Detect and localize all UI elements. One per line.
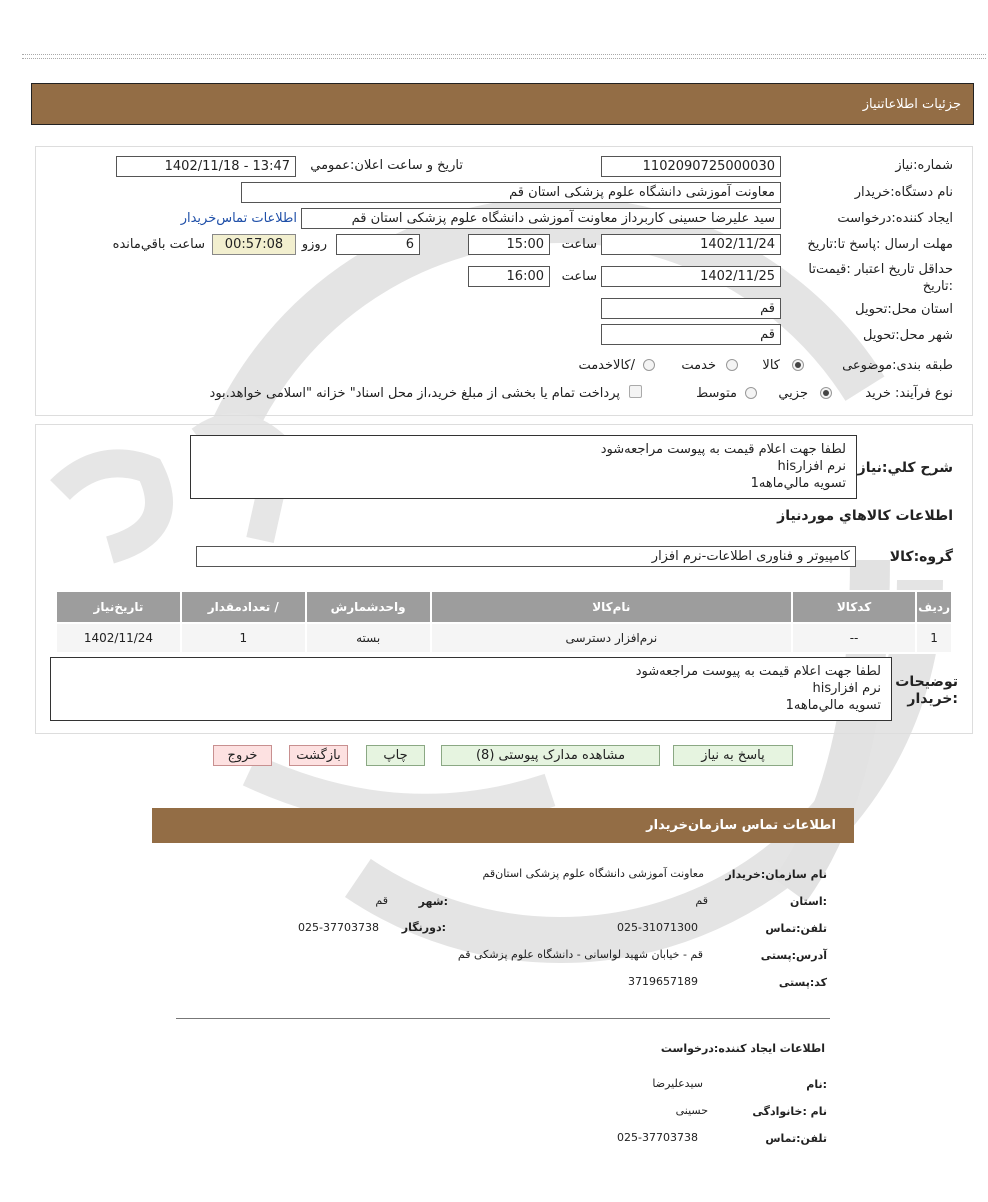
goods-info-heading: اطلاعات کالاهاي موردنياز (777, 508, 953, 524)
back-button[interactable]: بازگشت (289, 745, 348, 766)
fax-label: :دورنگار (401, 921, 446, 934)
creator-phone-label: تلفن:تماس (765, 1132, 827, 1145)
goods-table-header (56, 591, 952, 623)
creator-family-label: نام :خانوادگی (752, 1105, 827, 1118)
page-header (31, 83, 974, 125)
view-documents-button[interactable]: مشاهده مدارک پیوستی (8) (441, 745, 660, 766)
category-service-radio[interactable] (726, 359, 738, 371)
fax-value: 025-37703738 (298, 921, 379, 934)
creator-field: سید علیرضا حسینی کاربرداز معاونت آموزشی دانشگاه علوم پزشکی استان قم (301, 208, 781, 229)
deadline-hour-label: ساعت (561, 237, 597, 252)
contact-province-value: قم (695, 894, 708, 907)
validity-label-2: :تاريخ (922, 279, 953, 294)
item-code: -- (792, 623, 916, 653)
days-field: 6 (336, 234, 420, 255)
creator-label: ايجاد کننده:درخواست (837, 211, 953, 226)
validity-time-field: 16:00 (468, 266, 550, 287)
buyer-notes-line-3: تسويه مالي‌ماهه1 (785, 698, 881, 713)
postal-code-value: 3719657189 (628, 975, 698, 988)
city-label: شهر محل:تحويل (863, 328, 953, 343)
category-both-label: /کالاخدمت (578, 358, 635, 373)
top-separator (22, 54, 986, 59)
need-number-field: 1102090725000030 (601, 156, 781, 177)
contact-city-value: قم (375, 894, 388, 907)
buyer-notes-line-2: نرم افزارhis (812, 681, 881, 696)
description-box (190, 435, 857, 499)
category-goods-radio[interactable] (792, 359, 804, 371)
contact-divider (176, 1018, 830, 1019)
page-title: جزئیات اطلاعاتنیاز (862, 97, 961, 112)
buyer-field: معاونت آموزشی دانشگاه علوم پزشکی استان قم (241, 182, 781, 203)
deadline-date-field: 1402/11/24 (601, 234, 781, 255)
address-value: قم - خیابان شهید لواسانی - دانشگاه علوم پزشکی قم (457, 948, 703, 961)
category-label: طبقه بندی:موضوعی (842, 358, 953, 373)
process-label: نوع فرآيند: خريد (865, 386, 953, 401)
col-date-header: تاريخ‌نياز (56, 591, 181, 623)
treasury-payment-checkbox[interactable] (629, 385, 642, 398)
col-row-header: رديف (916, 591, 952, 623)
contact-phone-value: 025-31071300 (617, 921, 698, 934)
col-code-header: کدکالا (792, 591, 916, 623)
contact-city-label: :شهر (418, 895, 448, 908)
process-minor-label: جزيي (778, 386, 808, 401)
address-label: آدرس:پستی (760, 949, 827, 962)
print-button[interactable]: چاپ (366, 745, 425, 766)
description-line-1: لطفا جهت اعلام قيمت به پيوست مراجعه‌شود (600, 442, 846, 457)
creator-family-value: حسینی (675, 1104, 708, 1117)
item-unit: بسته (306, 623, 431, 653)
description-line-2: نرم افزارhis (777, 459, 846, 474)
item-quantity: 1 (181, 623, 306, 653)
buyer-contact-link[interactable]: اطلاعات تماس‌خريدار (180, 211, 297, 226)
process-minor-radio[interactable] (820, 387, 832, 399)
category-service-label: خدمت (681, 358, 716, 373)
creator-name-value: سیدعلیرضا (652, 1077, 703, 1090)
exit-button[interactable]: خروج (213, 745, 272, 766)
buyer-notes-label-1: توضيحات (895, 674, 958, 690)
description-line-3: تسويه مالي‌ماهه1 (750, 476, 846, 491)
contact-header (152, 808, 854, 843)
buyer-notes-box (50, 657, 892, 721)
table-row (56, 623, 952, 653)
remaining-label: ساعت باقي‌مانده (112, 237, 205, 252)
org-value: معاونت آموزشی دانشگاه علوم پزشکی استان‌قم (482, 867, 704, 880)
creator-info-heading: اطلاعات ایجاد کننده:درخواست (660, 1042, 825, 1055)
deadline-time-field: 15:00 (468, 234, 550, 255)
org-label: نام سازمان:خريدار (725, 868, 827, 881)
validity-date-field: 1402/11/25 (601, 266, 781, 287)
item-date: 1402/11/24 (56, 623, 181, 653)
contact-title: اطلاعات تماس سازمان‌خريدار (646, 818, 836, 833)
validity-hour-label: ساعت (561, 269, 597, 284)
contact-province-label: :استان (790, 895, 827, 908)
category-both-radio[interactable] (643, 359, 655, 371)
province-field: قم (601, 298, 781, 319)
creator-phone-value: 025-37703738 (617, 1131, 698, 1144)
group-field: کامپیوتر و فناوری اطلاعات-نرم افزار (196, 546, 856, 567)
col-name-header: نام‌کالا (431, 591, 792, 623)
goods-table (55, 590, 953, 654)
contact-phone-label: تلفن:تماس (765, 922, 827, 935)
buyer-notes-line-1: لطفا جهت اعلام قيمت به پيوست مراجعه‌شود (635, 664, 881, 679)
city-field: قم (601, 324, 781, 345)
province-label: استان محل:تحويل (855, 302, 953, 317)
category-goods-label: کالا (762, 358, 780, 373)
remaining-timer: 00:57:08 (212, 234, 296, 255)
days-label: روزو (301, 237, 327, 252)
buyer-label: نام دستگاه:خريدار (854, 185, 953, 200)
creator-name-label: :نام (806, 1078, 827, 1091)
postal-code-label: کد:پستی (778, 976, 827, 989)
row-number: 1 (916, 623, 952, 653)
treasury-payment-note: پرداخت تمام یا بخشی از مبلغ خرید،از محل اسناد" خزانه "اسلامی خواهد.بود (209, 386, 620, 401)
need-number-label: شماره:نياز (895, 158, 953, 173)
item-name: نرم‌افزار دسترسی (431, 623, 792, 653)
process-medium-label: متوسط (696, 386, 737, 401)
col-qty-header: / تعدادمقدار (181, 591, 306, 623)
group-label: گروه:کالا (889, 549, 953, 565)
announce-date-field: 1402/11/18 - 13:47 (116, 156, 296, 177)
description-label: شرح کلي:نياز (857, 460, 953, 476)
process-medium-radio[interactable] (745, 387, 757, 399)
buyer-notes-label-2: :خريدار (907, 691, 958, 707)
col-unit-header: واحدشمارش (306, 591, 431, 623)
reply-button[interactable]: پاسخ به نياز (673, 745, 793, 766)
announce-date-label: تاريخ و ساعت اعلان:عمومي (310, 158, 463, 173)
deadline-label: مهلت ارسال :پاسخ تا:تاريخ (807, 237, 953, 252)
validity-label-1: حداقل تاريخ اعتبار :قيمت‌تا (808, 262, 953, 277)
